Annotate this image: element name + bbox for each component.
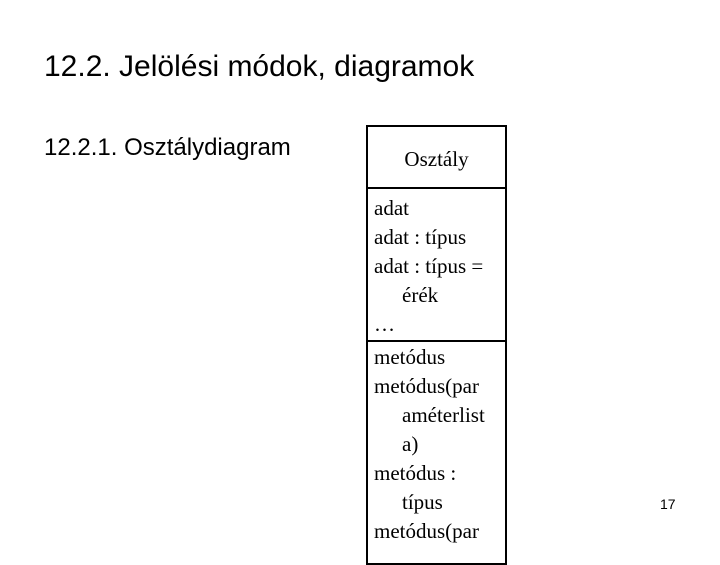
attribute-line: adat : típus = [374, 254, 484, 278]
attribute-ellipsis: … [374, 312, 395, 336]
method-line: metódus(par [374, 374, 479, 398]
method-line: metódus : [374, 461, 457, 485]
uml-methods-compartment [368, 342, 505, 546]
uml-class-name-compartment [368, 127, 505, 189]
uml-attributes-compartment [368, 189, 505, 342]
attribute-line-continuation: érék [402, 283, 439, 307]
section-subtitle: 12.2.1. Osztálydiagram [44, 134, 291, 161]
slide-title: 12.2. Jelölési módok, diagramok [44, 50, 475, 83]
method-line-continuation: típus [402, 490, 443, 514]
page-number: 17 [660, 496, 676, 512]
method-line: metódus [374, 345, 446, 369]
class-name: Osztály [404, 146, 469, 171]
attribute-line: adat : típus [374, 225, 467, 249]
uml-class-box [366, 125, 507, 565]
method-line-continuation: a) [402, 432, 419, 456]
method-line-continuation: améterlist [402, 403, 485, 427]
attribute-line: adat [374, 196, 409, 220]
method-line: metódus(par [374, 519, 479, 543]
